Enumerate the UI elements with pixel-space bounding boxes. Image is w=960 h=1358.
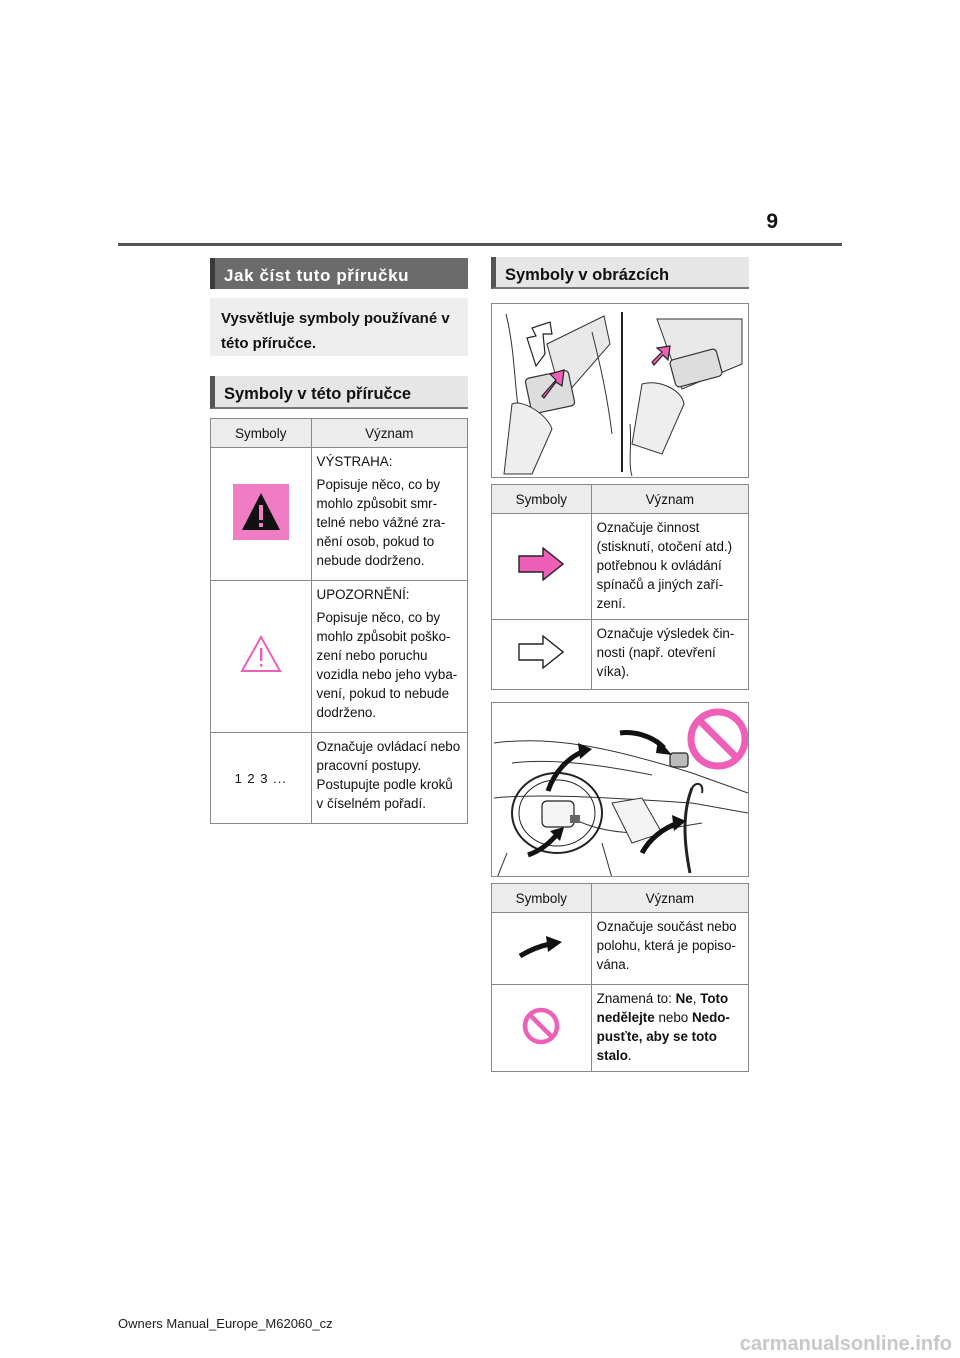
table-header-row <box>211 419 468 448</box>
prohibition-text-ne: Ne <box>675 991 693 1006</box>
prohibition-icon <box>521 1006 561 1046</box>
meaning-cell: Označuje výsledek čin-nosti (např. otevření víka). <box>591 620 748 690</box>
table-row <box>211 448 468 581</box>
column-header-meaning: Význam <box>591 485 748 514</box>
warning-description: Popisuje něco, co by mohlo způsobit smr-telné nebo vážné zra-nění osob, pokud to nebude dodrženo. <box>316 477 446 568</box>
warning-label: VÝSTRAHA: <box>316 454 393 469</box>
symbol-cell <box>211 733 312 824</box>
symbol-cell <box>492 514 592 620</box>
column-header-symbols: Symboly <box>492 485 592 514</box>
dashboard-illustration <box>491 702 749 877</box>
table-header-row <box>492 485 749 514</box>
prohibition-text-2: , <box>692 991 701 1006</box>
table-row <box>211 733 468 824</box>
steps-description: Označuje ovládací nebo pracovní postupy. Postupujte podle kroků v číselném pořadí. <box>316 739 461 811</box>
page-number: 9 <box>766 210 778 233</box>
symbol-cell <box>492 620 592 690</box>
prohibition-text-dont-do: Toto nedělejte <box>596 991 729 1025</box>
table-row <box>211 581 468 733</box>
table-row <box>492 514 749 620</box>
symbol-cell <box>211 581 312 733</box>
seatbelt-illustration <box>491 303 749 478</box>
footer-manual-id: Owners Manual_Europe_M62060_cz <box>118 1316 333 1331</box>
meaning-cell: Označuje součást nebo polohu, která je popiso-vána. <box>591 913 748 985</box>
table-header-row <box>492 884 749 913</box>
warning-triangle-filled-icon <box>233 484 289 540</box>
meaning-cell: Označuje činnost (stisknutí, otočení atd.) potřebnou k ovládání spínačů a jiných zaří-zení. <box>591 514 748 620</box>
caution-triangle-outline-icon <box>240 635 282 673</box>
section-title-symbols-figures: Symboly v obrázcích <box>491 257 749 289</box>
section-title-how-to-read: Jak číst tuto příručku <box>210 258 468 289</box>
outline-arrow-icon <box>518 635 564 669</box>
prohibition-text-dont-let: Nedo-pusťte, aby se toto stalo <box>596 1010 730 1063</box>
symbol-cell <box>492 985 592 1072</box>
intro-text: Vysvětluje symboly používané v této příručce. <box>210 298 468 356</box>
prohibition-text-4: . <box>627 1048 632 1063</box>
column-header-symbols: Symboly <box>211 419 312 448</box>
column-header-meaning: Význam <box>311 419 467 448</box>
watermark: carmanualsonline.info <box>739 1333 952 1355</box>
meaning-cell <box>311 448 467 581</box>
symbols-table-manual <box>210 418 468 824</box>
symbols-table-figures-1 <box>491 484 749 690</box>
header-rule <box>118 243 842 246</box>
prohibition-text-3: nebo <box>654 1010 692 1025</box>
column-header-symbols: Symboly <box>492 884 592 913</box>
table-row <box>492 985 749 1072</box>
meaning-cell <box>311 733 467 824</box>
table-row <box>492 620 749 690</box>
column-header-meaning: Význam <box>591 884 748 913</box>
meaning-cell <box>591 985 748 1072</box>
meaning-cell <box>311 581 467 733</box>
curved-arrow-icon <box>518 932 564 960</box>
pink-arrow-icon <box>518 547 564 581</box>
step-numbers-icon: 1 2 3 ... <box>234 770 287 786</box>
prohibition-text-1: Znamená to: <box>596 991 676 1006</box>
caution-label: UPOZORNĚNÍ: <box>316 587 410 602</box>
subsection-title-symbols-manual: Symboly v této příručce <box>210 376 468 409</box>
caution-description: Popisuje něco, co by mohlo způsobit poško-zení nebo poruchu vozidla nebo jeho vyba-vení, pokud to nebude dodrženo. <box>316 610 458 720</box>
symbol-cell <box>492 913 592 985</box>
symbols-table-figures-2 <box>491 883 749 1072</box>
symbol-cell <box>211 448 312 581</box>
table-row <box>492 913 749 985</box>
